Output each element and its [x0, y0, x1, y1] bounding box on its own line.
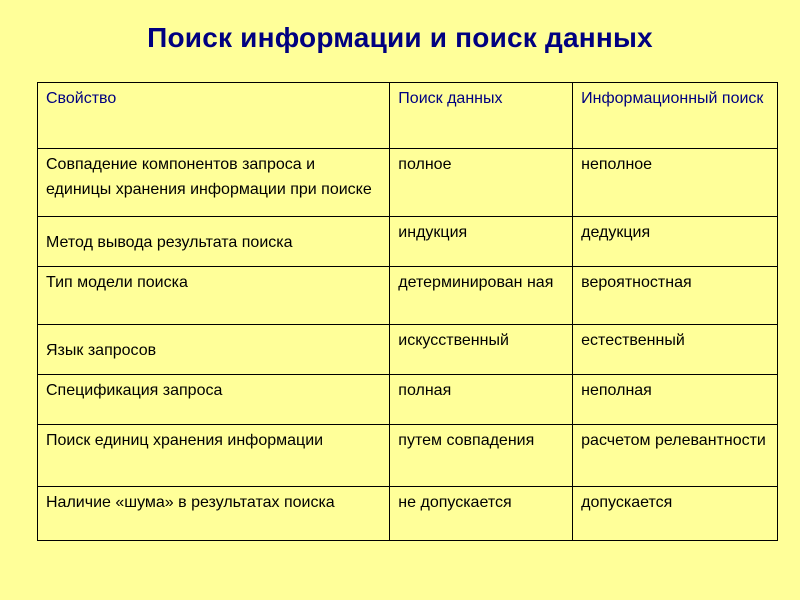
- table-header-row: [38, 83, 778, 149]
- property-cell: Совпадение компонентов запроса и единицы хранения информации при поиске: [38, 149, 390, 217]
- property-cell: Спецификация запроса: [38, 375, 390, 425]
- data-search-cell: полная: [390, 375, 573, 425]
- header-cell-information-search: Информационный поиск: [573, 83, 778, 149]
- information-search-cell: вероятностная: [573, 267, 778, 325]
- data-search-cell: индукция: [390, 217, 573, 267]
- property-cell: Поиск единиц хранения информации: [38, 425, 390, 487]
- information-search-cell: естественный: [573, 325, 778, 375]
- information-search-cell: расчетом релевантности: [573, 425, 778, 487]
- property-cell: Наличие «шума» в результатах поиска: [38, 487, 390, 541]
- property-cell: [38, 325, 390, 375]
- information-search-cell: неполная: [573, 375, 778, 425]
- property-text: Язык запросов: [46, 342, 157, 359]
- information-search-cell: неполное: [573, 149, 778, 217]
- data-search-cell: путем совпадения: [390, 425, 573, 487]
- table-row: [38, 217, 778, 267]
- table-row: [38, 375, 778, 425]
- data-search-cell: искусственный: [390, 325, 573, 375]
- table-row: [38, 487, 778, 541]
- table-row: [38, 425, 778, 487]
- page-title: Поиск информации и поиск данных: [147, 22, 653, 53]
- table-row: [38, 325, 778, 375]
- data-search-cell: детерминирован ная: [390, 267, 573, 325]
- header-cell-property: Свойство: [38, 83, 390, 149]
- property-cell: Тип модели поиска: [38, 267, 390, 325]
- information-search-cell: допускается: [573, 487, 778, 541]
- data-search-cell: не допускается: [390, 487, 573, 541]
- property-text: Метод вывода результата поиска: [46, 234, 293, 251]
- table-row: [38, 149, 778, 217]
- header-cell-data-search: Поиск данных: [390, 83, 573, 149]
- data-search-cell: полное: [390, 149, 573, 217]
- table-row: [38, 267, 778, 325]
- information-search-cell: дедукция: [573, 217, 778, 267]
- property-cell: [38, 217, 390, 267]
- comparison-table: [37, 82, 778, 541]
